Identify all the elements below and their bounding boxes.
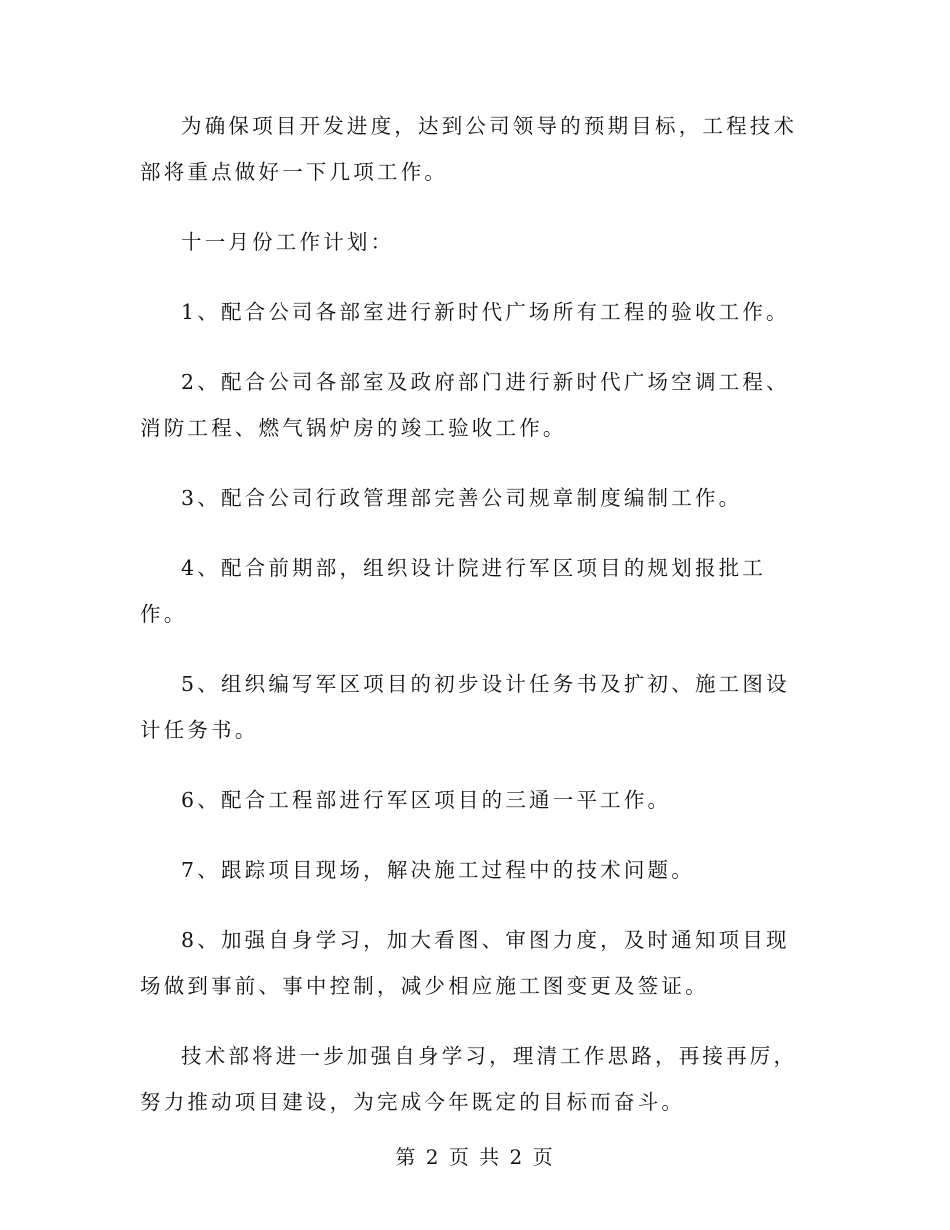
plan-heading: 十一月份工作计划： [181,230,395,254]
document-body [140,103,808,1149]
page-footer: 第 2 页 共 2 页 [395,1145,555,1169]
plan-item-5: 5、组织编写军区项目的初步设计任务书及扩初、施工图设计任务书。 [140,672,790,742]
plan-item-3: 3、配合公司行政管理部完善公司规章制度编制工作。 [181,486,743,510]
plan-item-6: 6、配合工程部进行军区项目的三通一平工作。 [181,788,672,812]
closing-paragraph: 技术部将进一步加强自身学习，理清工作思路，再接再厉，努力推动项目建设，为完成今年既定的目标而奋斗。 [140,1044,798,1114]
plan-item-7: 7、跟踪项目现场，解决施工过程中的技术问题。 [181,858,695,882]
plan-item-1: 1、配合公司各部室进行新时代广场所有工程的验收工作。 [181,300,790,324]
plan-item-4: 4、配合前期部，组织设计院进行军区项目的规划报批工作。 [140,556,767,626]
plan-item-2: 2、配合公司各部室及政府部门进行新时代广场空调工程、消防工程、燃气锅炉房的竣工验收工作。 [140,370,790,440]
plan-item-8: 8、加强自身学习，加大看图、审图力度，及时通知项目现场做到事前、事中控制，减少相应施工图变更及签证。 [140,928,790,998]
intro-paragraph: 为确保项目开发进度，达到公司领导的预期目标，工程技术部将重点做好一下几项工作。 [140,114,798,184]
